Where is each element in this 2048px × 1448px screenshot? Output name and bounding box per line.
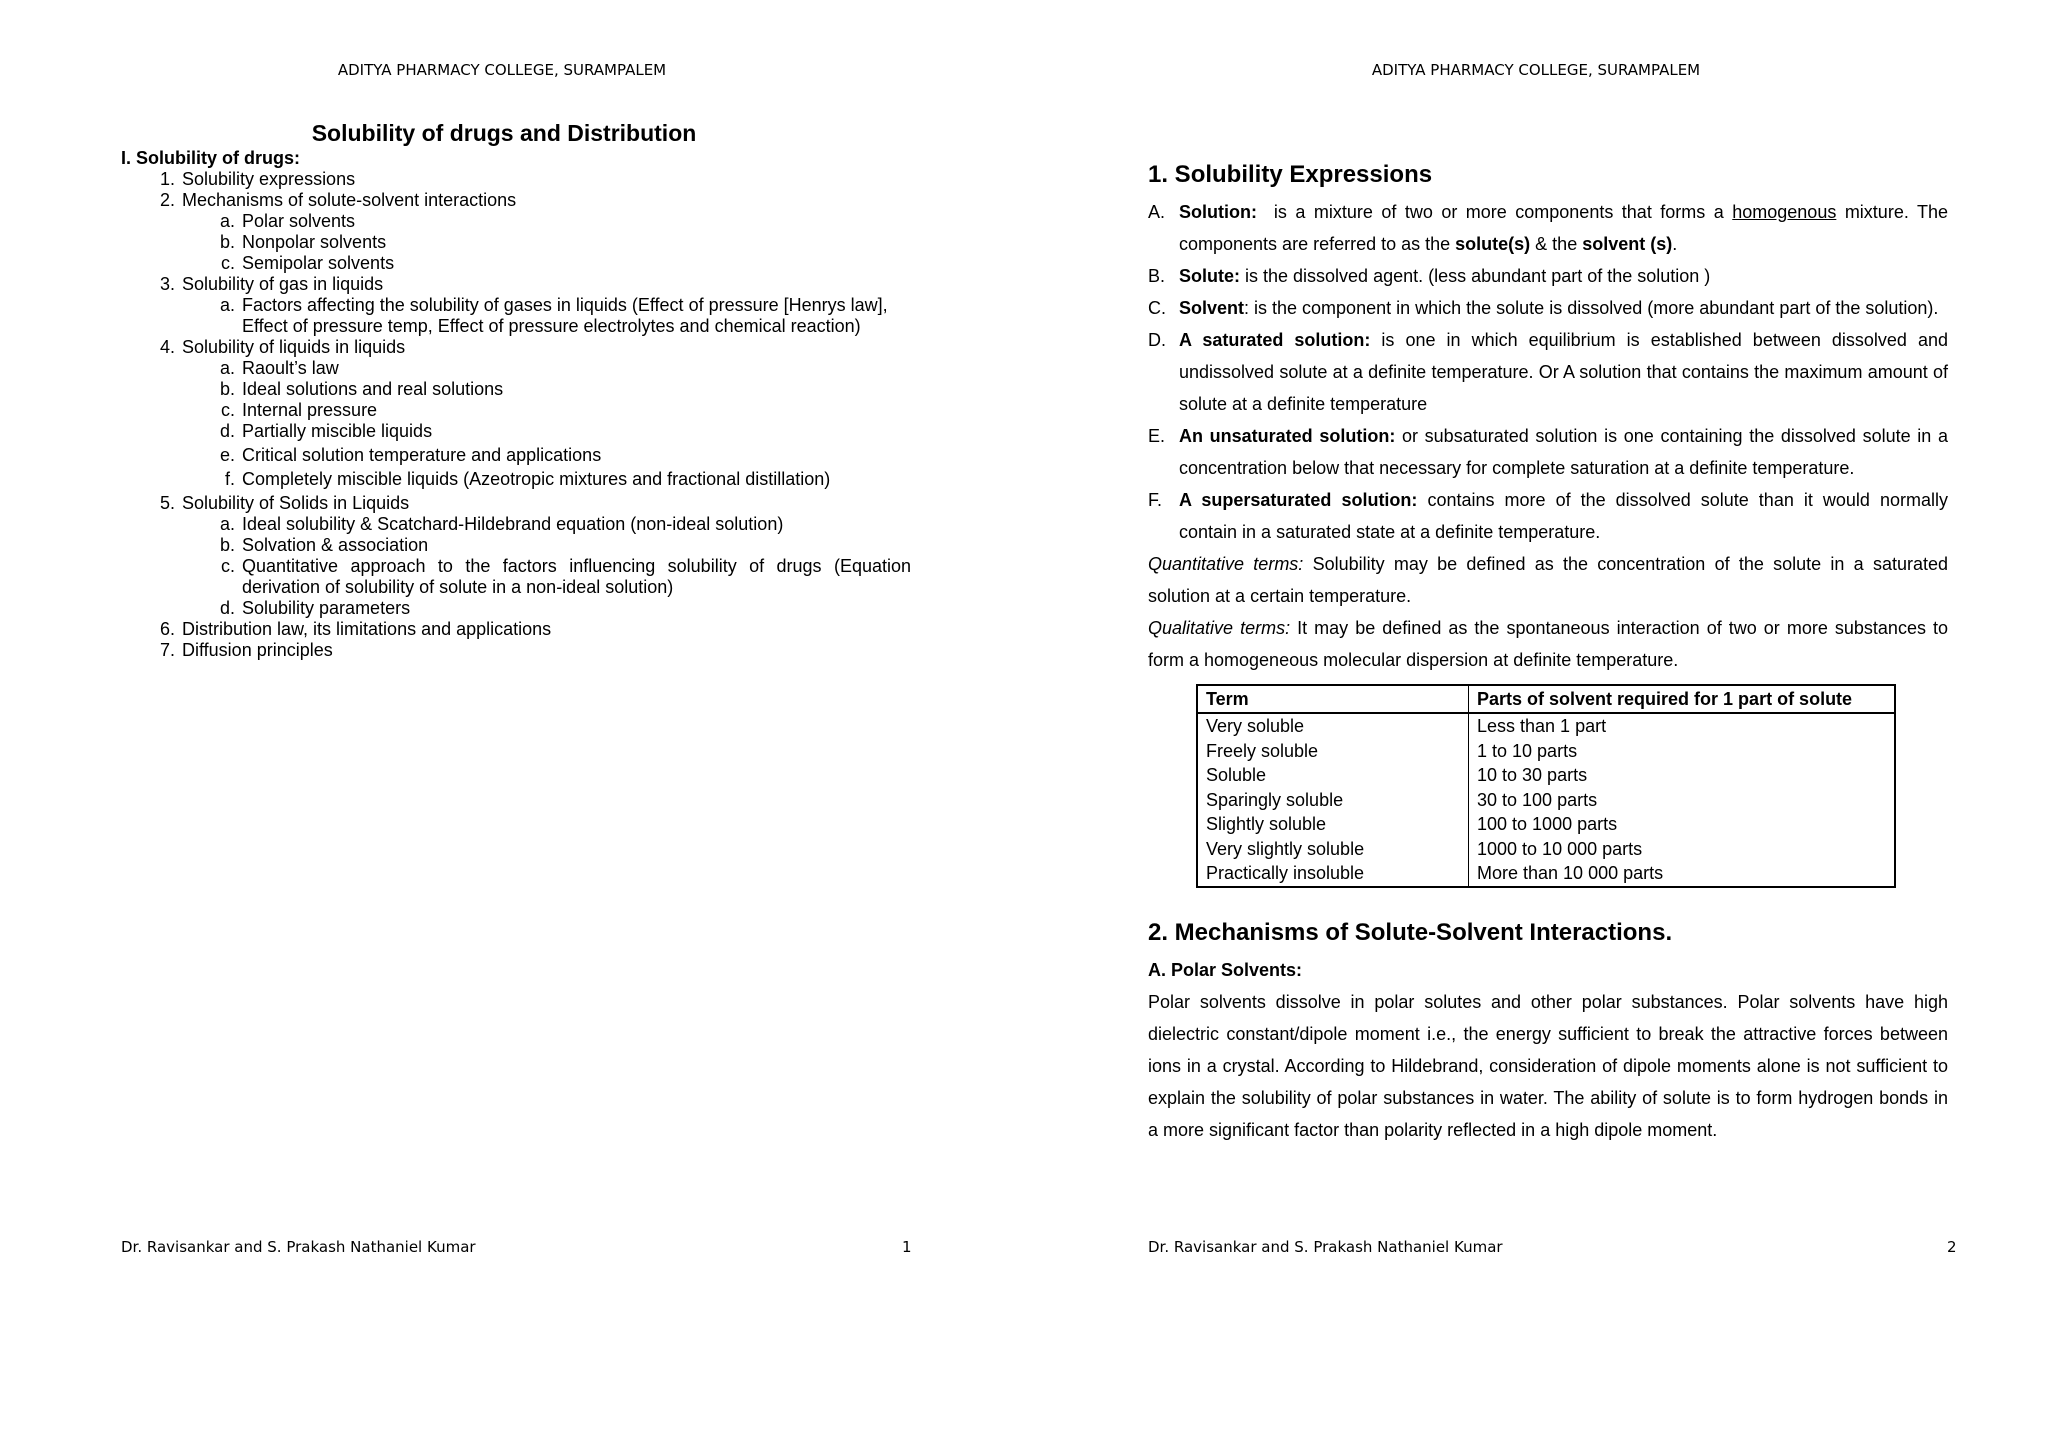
running-header: ADITYA PHARMACY COLLEGE, SURAMPALEM	[1371, 61, 1701, 79]
page-number: 2	[1947, 1238, 1957, 1256]
toc-item: 7. Diffusion principles	[159, 640, 333, 660]
page-content	[1148, 158, 1948, 1146]
quantitative-terms-paragraph: Quantitative terms: Solubility may be defined as the concentration of the solute in a saturated solution at a certain temperature.	[1148, 554, 1948, 606]
table-row: Very slightly soluble 1000 to 10 000 parts	[1197, 837, 1895, 862]
solubility-terms-table	[1196, 684, 1896, 888]
toc-item: 4. Solubility of liquids in liquids	[159, 337, 406, 357]
definition-item: C. Solvent: is the component in which the solute is dissolved (more abundant part of the solution).	[1148, 298, 1939, 318]
toc-subitem: f. Completely miscible liquids (Azeotropic mixtures and fractional distillation)	[224, 469, 831, 489]
page-2	[1024, 0, 2048, 1448]
column-header: Term	[1197, 685, 1469, 713]
toc-heading: I. Solubility of drugs:	[121, 148, 300, 168]
toc-subitem: c. Internal pressure	[220, 400, 378, 420]
toc-item: 2. Mechanisms of solute-solvent interactions	[159, 190, 517, 210]
table-row: Freely soluble 1 to 10 parts	[1197, 739, 1895, 764]
toc-subitem: e. Critical solution temperature and applications	[219, 445, 602, 465]
section-heading: 1. Solubility Expressions	[1148, 161, 1433, 188]
toc-subitem: a. Factors affecting the solubility of gases in liquids (Effect of pressure [Henrys law], Effect of pressure temp, Effect of pressure electrolytes and chemical reaction)	[219, 295, 888, 336]
table-row: Practically insoluble More than 10 000 parts	[1197, 861, 1895, 887]
footer-authors: Dr. Ravisankar and S. Prakash Nathaniel Kumar	[1148, 1238, 1503, 1256]
toc-subitem: a. Raoult’s law	[219, 358, 339, 378]
definition-term: A supersaturated solution:	[1179, 490, 1418, 510]
toc-subitem: b. Nonpolar solvents	[219, 232, 387, 252]
definition-term: A saturated solution:	[1179, 330, 1371, 350]
definition-item: E. An unsaturated solution: or subsaturated solution is one containing the dissolved solute in a concentration below that necessary for complete saturation at a definite temperature.	[1148, 426, 1948, 478]
table-of-contents	[121, 148, 911, 661]
table-row: Very soluble Less than 1 part	[1197, 713, 1895, 739]
toc-item: 3. Solubility of gas in liquids	[159, 274, 384, 294]
toc-item: 6. Distribution law, its limitations and applications	[159, 619, 552, 639]
subsection-heading: A. Polar Solvents:	[1148, 959, 1303, 980]
page-number: 1	[902, 1238, 912, 1256]
toc-subitem: b. Solvation & association	[219, 535, 429, 555]
definition-item: A. Solution: is a mixture of two or more components that forms a homogenous mixture. The components are referred to as the solute(s) & the solvent (s).	[1148, 202, 1948, 254]
definition-term: Solute:	[1179, 266, 1240, 286]
polar-solvents-paragraph: Polar solvents dissolve in polar solutes and other polar substances. Polar solvents have high dielectric constant/dipole moment i.e., the energy sufficient to break the attractive forces between ions in a crystal. According to Hildebrand, consideration of dipole moments alone is not sufficient to explain the solubility of polar substances in water. The ability of solute is to form hydrogen bonds in a more significant factor than polarity reflected in a high dipole moment.	[1148, 991, 1948, 1140]
toc-item: 5. Solubility of Solids in Liquids	[159, 493, 410, 513]
toc-subitem: b. Ideal solutions and real solutions	[219, 379, 504, 399]
toc-subitem: a. Ideal solubility & Scatchard-Hildebrand equation (non-ideal solution)	[219, 514, 784, 534]
table-row: Sparingly soluble 30 to 100 parts	[1197, 788, 1895, 813]
toc-item: 1. Solubility expressions	[159, 169, 356, 189]
toc-subitem: d. Partially miscible liquids	[219, 421, 433, 441]
definition-term: Solvent	[1179, 298, 1245, 318]
section-heading: 2. Mechanisms of Solute-Solvent Interactions.	[1148, 918, 1673, 946]
definition-item: B. Solute: is the dissolved agent. (less abundant part of the solution )	[1148, 266, 1711, 286]
definition-item: D. A saturated solution: is one in which equilibrium is established between dissolved and undissolved solute at a definite temperature. Or A solution that contains the maximum amount of solute at a definite temperature	[1148, 330, 1948, 414]
table-row: Soluble 10 to 30 parts	[1197, 763, 1895, 788]
definition-item: F. A supersaturated solution: contains more of the dissolved solute than it would normally contain in a saturated state at a definite temperature.	[1148, 490, 1948, 542]
document-title: Solubility of drugs and Distribution	[311, 120, 697, 146]
qualitative-terms-paragraph: Qualitative terms: It may be defined as the spontaneous interaction of two or more substances to form a homogeneous molecular dispersion at definite temperature.	[1148, 618, 1949, 670]
column-header: Parts of solvent required for 1 part of solute	[1469, 685, 1896, 713]
toc-subitem: c. Semipolar solvents	[220, 253, 395, 273]
running-header: ADITYA PHARMACY COLLEGE, SURAMPALEM	[337, 61, 667, 79]
toc-subitem: d. Solubility parameters	[219, 598, 411, 618]
footer-authors: Dr. Ravisankar and S. Prakash Nathaniel Kumar	[121, 1238, 476, 1256]
table-row: Slightly soluble 100 to 1000 parts	[1197, 812, 1895, 837]
toc-subitem: a. Polar solvents	[219, 211, 356, 231]
definition-term: An unsaturated solution:	[1179, 426, 1396, 446]
definition-term: Solution:	[1179, 202, 1257, 222]
toc-subitem: c. Quantitative approach to the factors influencing solubility of drugs (Equation derivation of solubility of solute in a non-ideal solution)	[220, 556, 911, 597]
table-header-row	[1197, 685, 1895, 713]
